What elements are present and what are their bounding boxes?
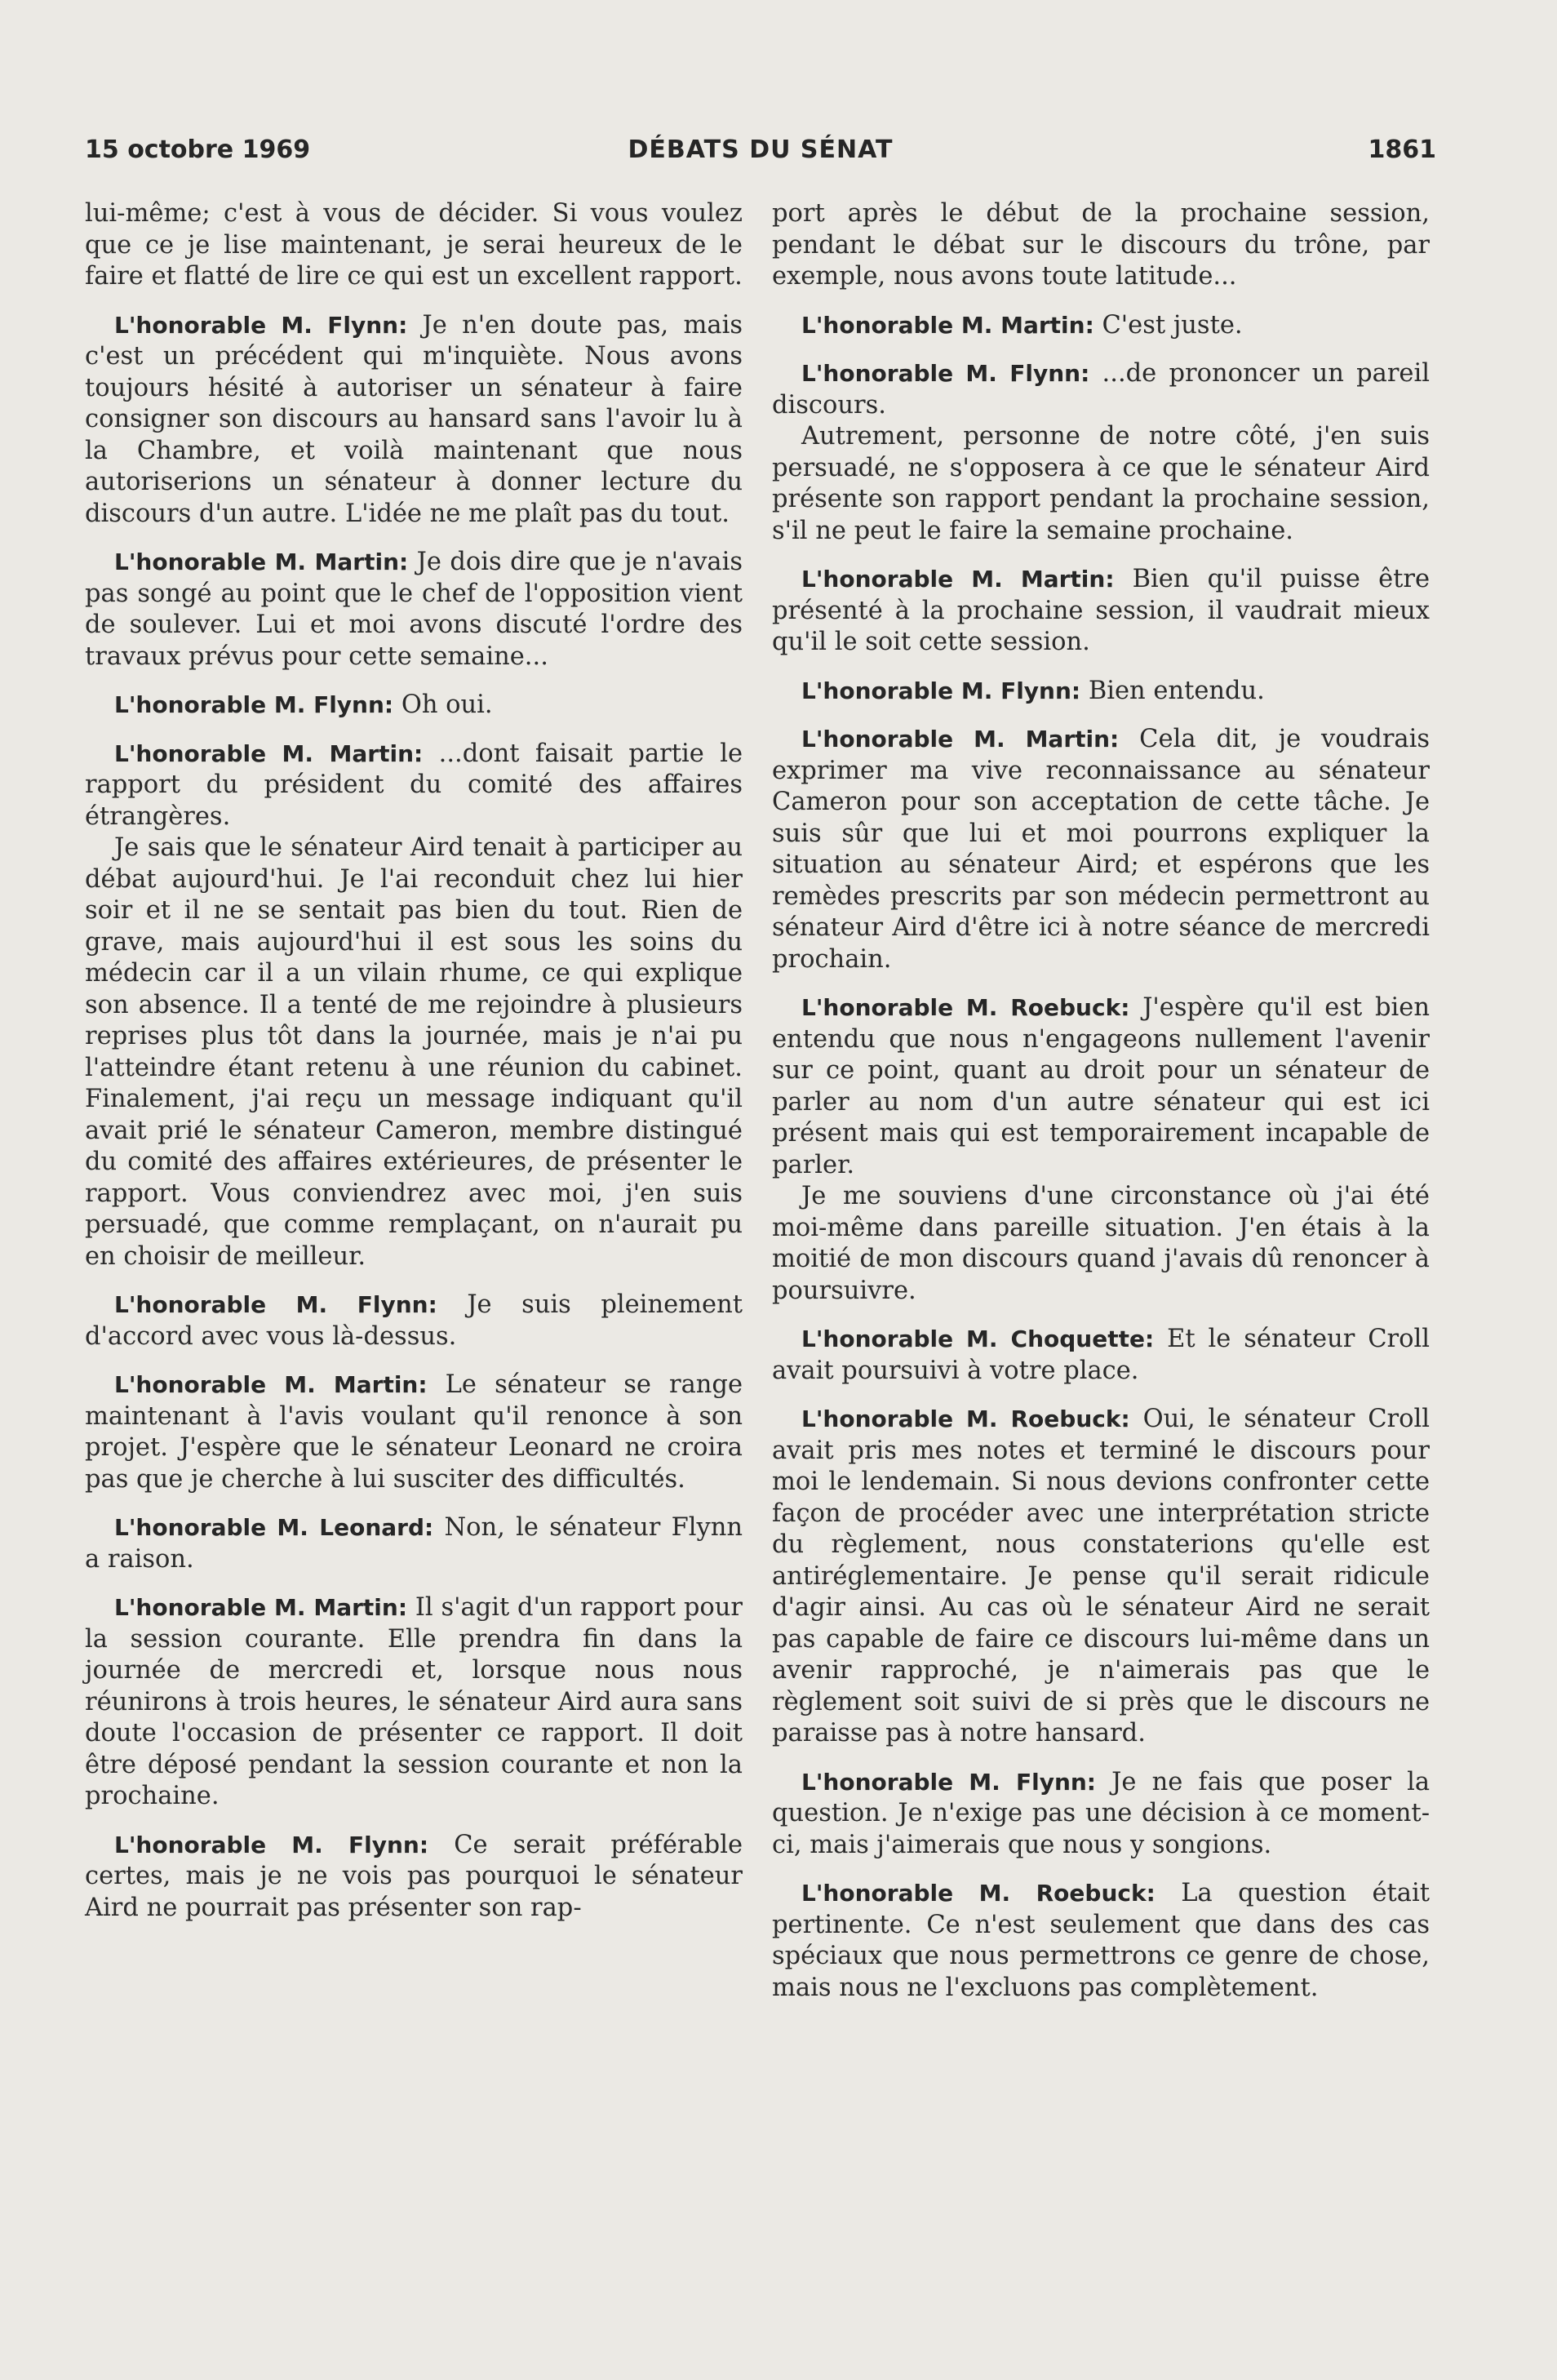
paragraph-text: lui-même; c'est à vous de décider. Si vous voulez que ce je lise maintenant, je serai heureux de le faire et flatté de lire ce qui est un excellent rapport. <box>85 199 743 291</box>
paragraph <box>85 1512 743 1575</box>
paragraph-text: Oh oui. <box>393 690 493 719</box>
right-column <box>772 198 1430 2021</box>
paragraph <box>772 676 1430 708</box>
paragraph-text: ...de prononcer un pareil discours. <box>772 359 1430 420</box>
paragraph <box>772 1404 1430 1750</box>
paragraph <box>85 1830 743 1925</box>
left-column <box>85 198 743 1941</box>
paragraph-text: Non, le sénateur Flynn a raison. <box>85 1513 743 1574</box>
paragraph <box>772 1181 1430 1307</box>
paragraph <box>85 690 743 722</box>
speaker-name: L'honorable M. Martin: <box>801 726 1120 753</box>
paragraph <box>772 1878 1430 2004</box>
paragraph-text: Je me souviens d'une circonstance où j'ai été moi-même dans pareille situation. J'en étais à la moitié de mon discours quand j'avais dû renoncer à poursuivre. <box>772 1182 1430 1305</box>
paragraph-text: ...dont faisait partie le rapport du président du comité des affaires étrangères. <box>85 739 743 831</box>
paragraph <box>772 724 1430 975</box>
paragraph <box>772 564 1430 659</box>
paragraph-text: Je suis pleinement d'accord avec vous là-dessus. <box>85 1290 743 1351</box>
paragraph-text: Autrement, personne de notre côté, j'en suis persuadé, ne s'opposera à ce que le sénateur Aird présente son rapport pendant la prochaine session, s'il ne peut le faire la semaine prochaine. <box>772 422 1430 545</box>
paragraph <box>85 547 743 673</box>
paragraph-text: Je dois dire que je n'avais pas songé au point que le chef de l'opposition vient de soulever. Lui et moi avons discuté l'ordre des travaux prévus pour cette semaine... <box>85 548 743 671</box>
speaker-name: L'honorable M. Flynn: <box>114 1831 429 1858</box>
paragraph-text: Il s'agit d'un rapport pour la session courante. Elle prendra fin dans la journée de mercredi et, lorsque nous nous réunirons à trois heures, le sénateur Aird aura sans doute l'occasion de présenter ce rapport. Il doit être déposé pendant la session courante et non la prochaine. <box>85 1593 743 1810</box>
speaker-name: L'honorable M. Martin: <box>114 548 409 575</box>
paragraph <box>85 1370 743 1495</box>
paragraph-text: J'espère qu'il est bien entendu que nous n'engageons nullement l'avenir sur ce point, quant au droit pour un sénateur de parler au nom d'un autre sénateur qui est ici présent mais qui est temporairement incapable de parler. <box>772 993 1431 1179</box>
speaker-name: L'honorable M. Choquette: <box>801 1325 1155 1352</box>
speaker-name: L'honorable M. Roebuck: <box>801 1880 1156 1907</box>
paragraph <box>85 833 743 1272</box>
speaker-name: L'honorable M. Martin: <box>801 311 1094 339</box>
paragraph-text: Bien qu'il puisse être présenté à la prochaine session, il vaudrait mieux qu'il le soit cette session. <box>772 565 1431 656</box>
speaker-name: L'honorable M. Martin: <box>114 739 424 767</box>
speaker-name: L'honorable M. Martin: <box>801 566 1115 593</box>
paragraph-text: La question était pertinente. Ce n'est seulement que dans des cas spéciaux que nous permettrons ce genre de chose, mais nous ne l'excluons pas complètement. <box>772 1879 1430 2002</box>
speaker-name: L'honorable M. Flynn: <box>114 311 408 339</box>
paragraph-text: Je sais que le sénateur Aird tenait à participer au débat aujourd'hui. Je l'ai reconduit chez lui hier soir et il ne se sentait pas bien du tout. Rien de grave, mais aujourd'hui il est sous les soins du médecin car il a un vilain rhume, ce qui explique son absence. Il a tenté de me rejoindre à plusieurs reprises plus tôt dans la journée, mais je n'ai pu l'atteindre étant retenu à une réunion du cabinet. Finalement, j'ai reçu un message indiquant qu'il avait prié le sénateur Cameron, membre distingué du comité des affaires extérieures, de présenter le rapport. Vous conviendrez avec moi, j'en suis persuadé, que comme remplaçant, on n'aurait pu en choisir de meilleur. <box>85 833 743 1271</box>
paragraph <box>772 310 1430 342</box>
speaker-name: L'honorable M. Martin: <box>114 1371 428 1398</box>
paragraph <box>85 739 743 833</box>
paragraph <box>85 1290 743 1352</box>
speaker-name: L'honorable M. Roebuck: <box>801 1405 1130 1432</box>
speaker-name: L'honorable M. Flynn: <box>801 360 1090 387</box>
paragraph-text: C'est juste. <box>1093 310 1243 340</box>
paragraph <box>85 198 743 293</box>
speaker-name: L'honorable M. Martin: <box>114 1594 408 1621</box>
speaker-name: L'honorable M. Flynn: <box>801 677 1081 704</box>
page-header <box>85 135 1436 176</box>
header-title: DÉBATS DU SÉNAT <box>628 135 894 164</box>
speaker-name: L'honorable M. Leonard: <box>114 1514 434 1541</box>
paragraph <box>85 1592 743 1813</box>
paragraph <box>772 1324 1430 1387</box>
paragraph <box>772 1767 1430 1862</box>
paragraph <box>772 198 1430 293</box>
paragraph <box>772 421 1430 547</box>
paragraph-text: Bien entendu. <box>1080 676 1265 705</box>
page-number: 1861 <box>1368 135 1436 164</box>
paragraph-text: Le sénateur se range maintenant à l'avis voulant qu'il renonce à son projet. J'espère que le sénateur Leonard ne croira pas que je cherche à lui susciter des difficultés. <box>85 1370 743 1494</box>
paragraph-text: Je ne fais que poser la question. Je n'exige pas une décision à ce moment-ci, mais j'aimerais que nous y songions. <box>772 1767 1431 1859</box>
speaker-name: L'honorable M. Flynn: <box>114 1291 437 1318</box>
paragraph-text: Cela dit, je voudrais exprimer ma vive reconnaissance au sénateur Cameron pour son acceptation de cette tâche. Je suis sûr que lui et moi pourrons expliquer la situation au sénateur Aird; et espérons que les remèdes prescrits par son médecin permettront au sénateur Aird d'être ici à notre séance de mercredi prochain. <box>772 725 1430 974</box>
speaker-name: L'honorable M. Flynn: <box>114 691 394 718</box>
paragraph-text: Et le sénateur Croll avait poursuivi à votre place. <box>772 1325 1430 1385</box>
header-date: 15 octobre 1969 <box>85 135 311 164</box>
paragraph <box>85 310 743 531</box>
paragraph-text: Oui, le sénateur Croll avait pris mes notes et terminé le discours pour moi le lendemain. Si nous devions confronter cette façon de procéder avec une interprétation stricte du règlement, nous constaterions qu'elle est antiréglementaire. Je pense qu'il serait ridicule d'agir ainsi. Au cas où le sénateur Aird ne serait pas capable de faire ce discours lui-même dans un avenir rapproché, je n'aimerais pas que le règlement soit suivi de si près que le discours ne paraisse pas à notre hansard. <box>772 1405 1431 1747</box>
speaker-name: L'honorable M. Flynn: <box>801 1768 1097 1796</box>
paragraph <box>772 992 1430 1181</box>
paragraph-text: Ce serait préférable certes, mais je ne vois pas pourquoi le sénateur Aird ne pourrait pas présenter son rap- <box>85 1830 743 1922</box>
paragraph <box>772 358 1430 421</box>
paragraph-text: Je n'en doute pas, mais c'est un précédent qui m'inquiète. Nous avons toujours hésité à autoriser un sénateur à faire consigner son discours au hansard sans l'avoir lu à la Chambre, et voilà maintenant que nous autoriserions un sénateur à donner lecture du discours d'un autre. L'idée ne me plaît pas du tout. <box>85 310 743 528</box>
paragraph-text: port après le début de la prochaine session, pendant le débat sur le discours du trône, par exemple, nous avons toute latitude... <box>772 199 1430 291</box>
speaker-name: L'honorable M. Roebuck: <box>801 994 1130 1021</box>
